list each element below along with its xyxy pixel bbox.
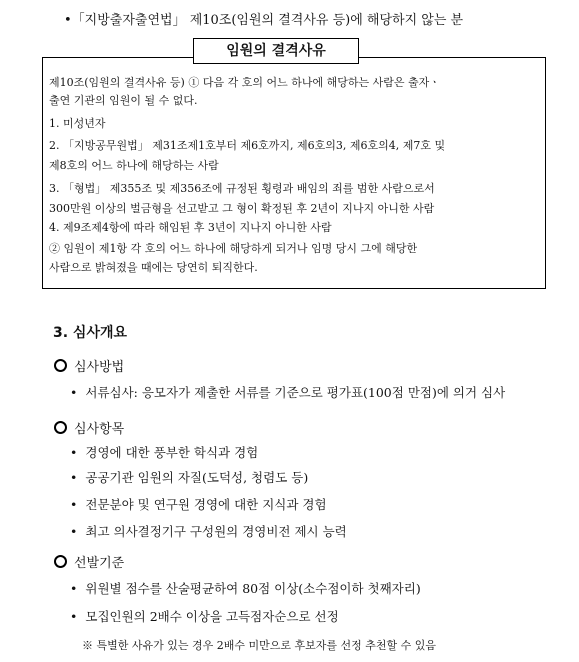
section-heading: 3. 심사개요	[53, 325, 128, 341]
box-line: ② 임원이 제1항 각 호의 어느 하나에 해당하게 되거나 임명 당시 그에 해당한	[49, 242, 418, 255]
bullet-icon: •	[70, 581, 78, 596]
list-item: • 모집인원의 2배수 이상을 고득점자순으로 선정	[70, 609, 339, 624]
subheading-criteria	[54, 418, 124, 437]
bullet-icon: •	[70, 524, 78, 539]
list-item: • 전문분야 및 연구원 경영에 대한 지식과 경험	[70, 497, 327, 512]
subheading-label: 심사항목	[74, 422, 125, 437]
box-line: 4. 제9조제4항에 따라 해임된 후 3년이 지나지 아니한 사람	[49, 221, 332, 234]
box-line: 3. 「형법」 제355조 및 제356조에 규정된 횡령과 배임의 죄를 범한 사람으로서	[49, 182, 435, 195]
bullet-icon: •	[70, 445, 78, 460]
box-line: 제8호의 어느 하나에 해당하는 사람	[49, 159, 219, 172]
box-line: 출연 기관의 임원이 될 수 없다.	[49, 94, 198, 107]
box-line: 제10조(임원의 결격사유 등) ① 다음 각 호의 어느 하나에 해당하는 사람은 출자ㆍ	[49, 76, 440, 89]
box-title: 임원의 결격사유	[193, 38, 359, 64]
list-item: • 위원별 점수를 산술평균하여 80점 이상(소수점이하 첫째자리)	[70, 581, 421, 596]
box-line: 사람으로 밝혀졌을 때에는 당연히 퇴직한다.	[49, 261, 258, 274]
subheading-selection	[54, 552, 124, 571]
box-line: 2. 「지방공무원법」 제31조제1호부터 제6호까지, 제6호의3, 제6호의4, 제7호 및	[49, 139, 446, 152]
subheading-label: 선발기준	[74, 556, 125, 571]
intro-bullet: •「지방출자출연법」 제10조(임원의 결격사유 등)에 해당하지 않는 분	[64, 13, 464, 28]
box-line: 300만원 이상의 벌금형을 선고받고 그 형이 확정된 후 2년이 지나지 아니한 사람	[49, 202, 435, 215]
circle-bullet-icon	[54, 359, 67, 372]
list-item: • 공공기관 임원의 자질(도덕성, 청렴도 등)	[70, 470, 309, 485]
subheading-method	[54, 356, 124, 375]
circle-bullet-icon	[54, 555, 67, 568]
bullet-icon: •	[70, 497, 78, 512]
bullet-icon: •	[70, 470, 78, 485]
circle-bullet-icon	[54, 421, 67, 434]
list-item: • 최고 의사결정기구 구성원의 경영비전 제시 능력	[70, 524, 347, 539]
bullet-icon: •	[70, 385, 78, 400]
box-line: 1. 미성년자	[49, 117, 106, 130]
bullet-icon: •	[70, 609, 78, 624]
subheading-label: 심사방법	[74, 360, 125, 375]
list-item: • 경영에 대한 풍부한 학식과 경험	[70, 445, 259, 460]
selection-note: ※ 특별한 사유가 있는 경우 2배수 미만으로 후보자를 선정 추천할 수 있음	[82, 639, 436, 652]
list-item: • 서류심사: 응모자가 제출한 서류를 기준으로 평가표(100점 만점)에 의거 심사	[70, 385, 506, 400]
